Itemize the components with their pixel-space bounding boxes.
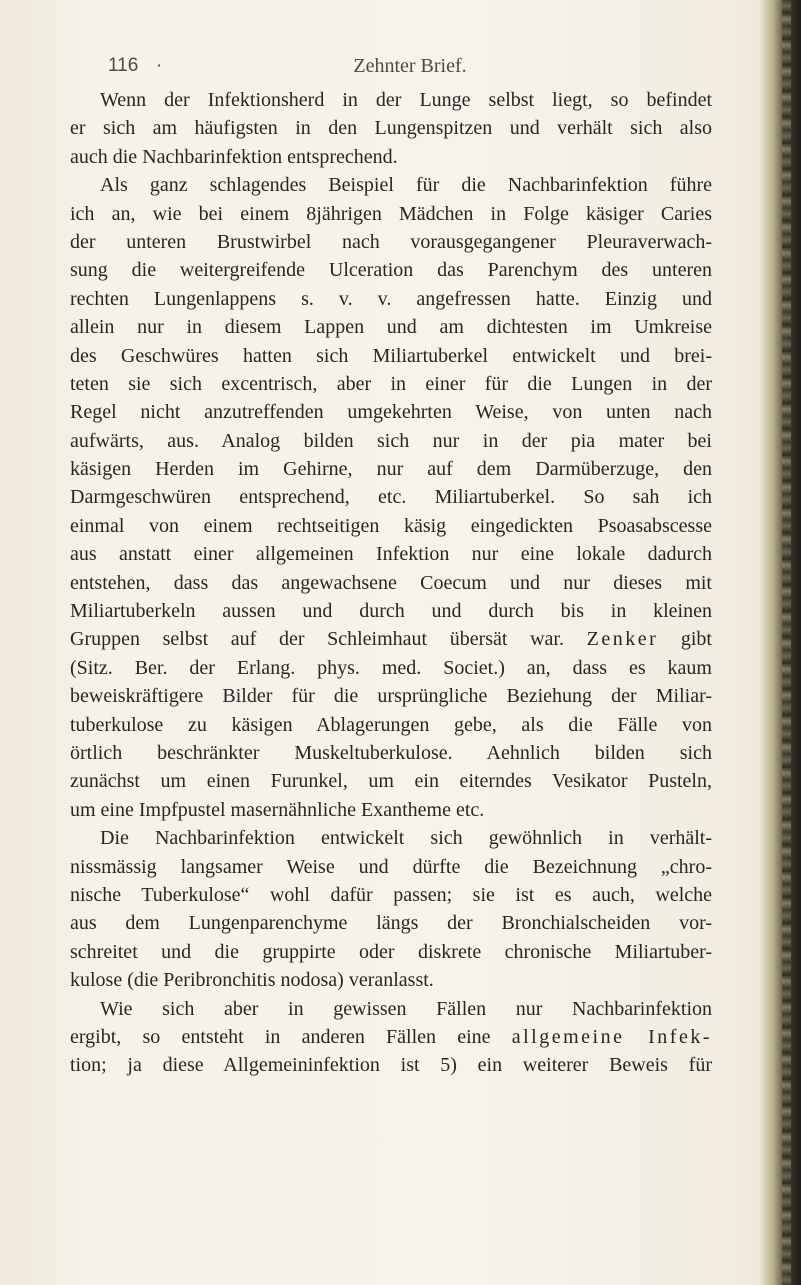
- text-line: entstehen, dass das angewachsene Coecum und nur dieses mit: [70, 571, 712, 594]
- text-line: teten sie sich excentrisch, aber in einer für die Lungen in der: [70, 372, 712, 395]
- text-line: zunächst um einen Furunkel, um ein eiterndes Vesikator Pusteln,: [70, 770, 712, 793]
- text-line: Regel nicht anzutreffenden umgekehrten Weise, von unten nach: [70, 401, 712, 424]
- text-line: des Geschwüres hatten sich Miliartuberkel entwickelt und brei-: [70, 344, 712, 367]
- text-line: nissmässig langsamer Weise und dürfte die Bezeichnung „chro-: [70, 855, 712, 878]
- text-line: aus dem Lungenparenchyme längs der Bronchialscheiden vor-: [70, 912, 712, 935]
- text-line: örtlich beschränkter Muskeltuberkulose. Aehnlich bilden sich: [70, 741, 712, 764]
- text-line: Darmgeschwüren entsprechend, etc. Miliartuberkel. So sah ich: [70, 486, 712, 509]
- text-line: Als ganz schlagendes Beispiel für die Nachbarinfektion führe: [100, 174, 712, 197]
- text-line: er sich am häufigsten in den Lungenspitzen und verhält sich also: [70, 117, 712, 140]
- book-edge-texture: [782, 0, 791, 1285]
- text-line: sung die weitergreifende Ulceration das Parenchym des unteren: [70, 259, 712, 282]
- text-line: Die Nachbarinfektion entwickelt sich gewöhnlich in verhält-: [100, 827, 712, 850]
- text-line: Wenn der Infektionsherd in der Lunge selbst liegt, so befindet: [100, 89, 712, 111]
- text-segment: Gruppen selbst auf der Schleimhaut übersät war.: [70, 628, 564, 651]
- emphasis-name: Zenker: [586, 628, 659, 651]
- text-line: um eine Impfpustel masernähnliche Exantheme etc.: [70, 798, 485, 821]
- text-line: aufwärts, aus. Analog bilden sich nur in der pia mater bei: [70, 429, 712, 452]
- text-line: tuberkulose zu käsigen Ablagerungen gebe, als die Fälle von: [70, 713, 712, 736]
- page-number: 116: [108, 55, 139, 76]
- text-line: tion; ja diese Allgemeininfektion ist 5) ein weiterer Beweis für: [70, 1054, 712, 1077]
- text-segment: ergibt, so entsteht in anderen Fällen eine: [70, 1025, 491, 1048]
- text-line: der unteren Brustwirbel nach vorausgegangener Pleuraverwach-: [70, 230, 712, 253]
- text-line-with-emphasis: [70, 1023, 712, 1051]
- text-line: einmal von einem rechtseitigen käsig eingedickten Psoasabscesse: [70, 514, 712, 537]
- emphasis-term: allgemeine Infek-: [511, 1025, 712, 1048]
- text-line: kulose (die Peribronchitis nodosa) veranlasst.: [70, 969, 434, 992]
- text-line: käsigen Herden im Gehirne, nur auf dem Darmüberzuge, den: [70, 458, 712, 481]
- book-edge-shadow: [759, 0, 801, 1285]
- text-line: ich an, wie bei einem 8jährigen Mädchen in Folge käsiger Caries: [70, 202, 712, 225]
- text-line: schreitet und die gruppirte oder diskrete chronische Miliartuber-: [70, 940, 712, 963]
- page-header: [108, 55, 712, 83]
- body-text: [70, 86, 712, 1080]
- text-line: (Sitz. Ber. der Erlang. phys. med. Societ.) an, dass es kaum: [70, 656, 712, 679]
- text-line: beweiskräftigere Bilder für die ursprüngliche Beziehung der Miliar-: [70, 685, 712, 708]
- text-line: allein nur in diesem Lappen und am dichtesten im Umkreise: [70, 316, 712, 339]
- text-line: Wie sich aber in gewissen Fällen nur Nachbarinfektion: [100, 997, 712, 1020]
- text-segment: gibt: [680, 628, 712, 651]
- running-title: Zehnter Brief.: [353, 55, 467, 77]
- text-line: auch die Nachbarinfektion entsprechend.: [70, 145, 398, 168]
- text-line: Miliartuberkeln aussen und durch und durch bis in kleinen: [70, 600, 712, 623]
- text-line: nische Tuberkulose“ wohl dafür passen; sie ist es auch, welche: [70, 883, 712, 906]
- header-separator: ·: [156, 55, 163, 76]
- text-line: rechten Lungenlappens s. v. v. angefressen hatte. Einzig und: [70, 287, 712, 310]
- text-line: aus anstatt einer allgemeinen Infektion nur eine lokale dadurch: [70, 543, 712, 566]
- text-line-with-emphasis: [70, 625, 712, 653]
